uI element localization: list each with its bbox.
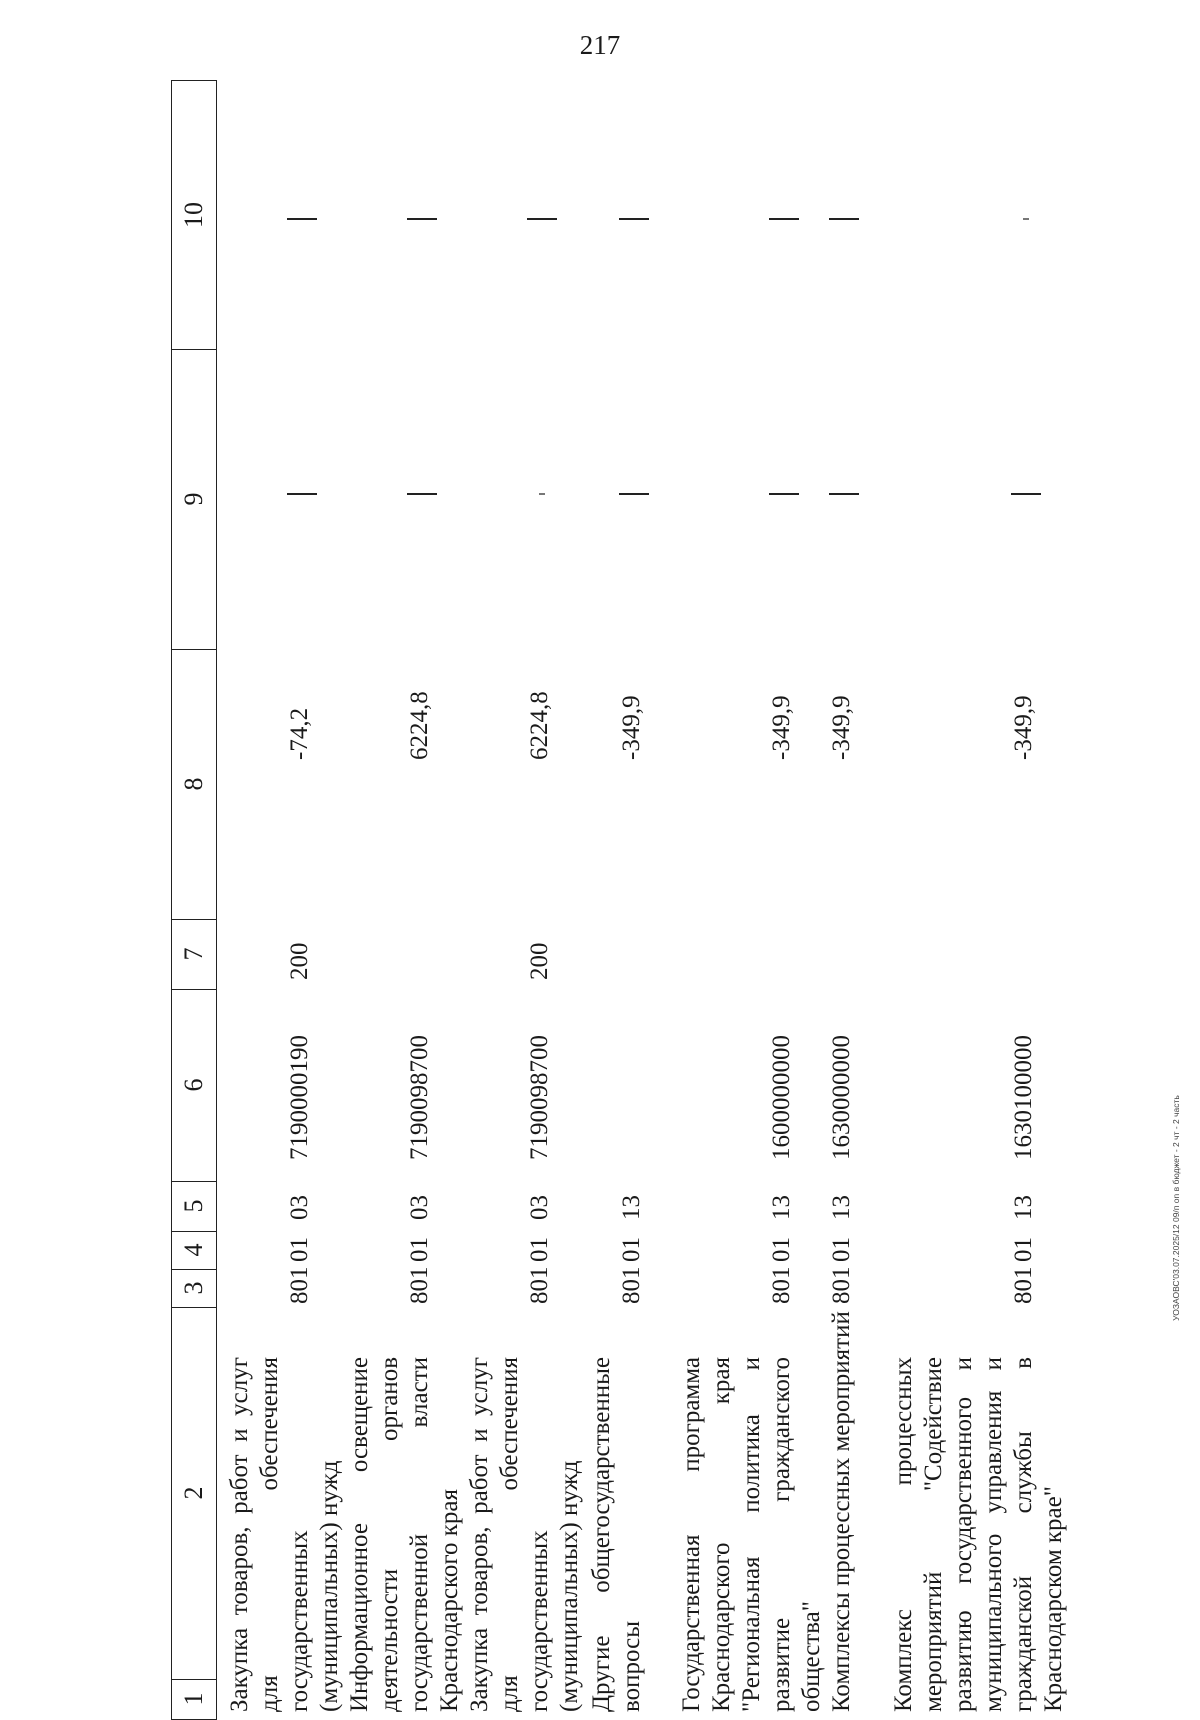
mark-col10 — [1023, 218, 1029, 220]
table-row — [587, 80, 657, 1720]
dash-col9 — [1011, 493, 1041, 495]
header-col-1: 1 — [171, 1679, 217, 1720]
cell-col5: 03 — [406, 1195, 433, 1220]
footer-stamp: УОЗАОВС'03.07.2025/12 09/п on в бюджет - 2 чт - 2 часть — [1171, 1095, 1181, 1321]
cell-col3: 801 — [618, 1266, 645, 1304]
table-row — [465, 80, 583, 1720]
cell-col7: 200 — [286, 942, 313, 980]
cell-col4: 01 — [526, 1237, 553, 1262]
cell-col3: 801 — [406, 1266, 433, 1304]
table-row — [677, 80, 825, 1720]
header-col-6: 6 — [171, 989, 217, 1182]
header-col-7: 7 — [171, 919, 217, 990]
page-number: 217 — [579, 30, 621, 60]
cell-col4: 01 — [618, 1237, 645, 1262]
row-name: Закупка товаров, работ и услуг для обеспечения государственных (муниципальных) нужд — [226, 1357, 343, 1712]
dash-col9 — [829, 493, 859, 495]
cell-col4: 01 — [286, 1237, 313, 1262]
cell-col5: 03 — [286, 1195, 313, 1220]
header-col-10: 10 — [171, 80, 217, 350]
dash-col10 — [619, 218, 649, 220]
dash-col10 — [829, 218, 859, 220]
cell-col3: 801 — [1010, 1266, 1037, 1304]
cell-col5: 13 — [768, 1195, 795, 1220]
dash-col10 — [769, 218, 799, 220]
cell-col6: 7190098700 — [526, 1035, 553, 1160]
table-row — [225, 80, 343, 1720]
header-col-4: 4 — [171, 1231, 217, 1270]
dash-col9 — [619, 493, 649, 495]
cell-col4: 01 — [768, 1237, 795, 1262]
row-name: Информационное освещение деятельности органов государственной власти Краснодарского края — [346, 1357, 463, 1712]
cell-col8: -349,9 — [1010, 695, 1037, 760]
cell-col4: 01 — [1010, 1237, 1037, 1262]
cell-col8: -349,9 — [768, 695, 795, 760]
cell-col8: 6224,8 — [406, 691, 433, 760]
row-name: Государственная программа Краснодарского края "Региональная политика и развитие гражданского общества" — [678, 1357, 825, 1712]
cell-col6: 1600000000 — [768, 1035, 795, 1160]
row-name: Закупка товаров, работ и услуг для обеспечения государственных (муниципальных) нужд — [466, 1357, 583, 1712]
table-row — [889, 80, 1067, 1720]
cell-col5: 03 — [526, 1195, 553, 1220]
cell-col3: 801 — [286, 1266, 313, 1304]
row-name: Комплекс процессных мероприятий "Содействие развитию государственного и муниципального управления и гражданской службы в Краснодарском крае" — [890, 1357, 1067, 1712]
header-col-3: 3 — [171, 1269, 217, 1308]
header-col-5: 5 — [171, 1181, 217, 1232]
row-name: Другие общегосударственные вопросы — [588, 1357, 645, 1712]
table-row — [827, 80, 867, 1720]
cell-col5: 13 — [618, 1195, 645, 1220]
rotated-table — [171, 80, 1181, 1720]
header-col-8: 8 — [171, 649, 217, 920]
dash-col10 — [287, 218, 317, 220]
cell-col8: -74,2 — [286, 707, 313, 760]
cell-col3: 801 — [828, 1266, 855, 1304]
cell-col8: -349,9 — [618, 695, 645, 760]
mark-col9 — [539, 493, 545, 495]
dash-col9 — [287, 493, 317, 495]
table-header — [171, 80, 217, 1720]
cell-col3: 801 — [526, 1266, 553, 1304]
table-row — [345, 80, 463, 1720]
dash-col10 — [527, 218, 557, 220]
cell-col4: 01 — [828, 1237, 855, 1262]
cell-col6: 7190098700 — [406, 1035, 433, 1160]
header-col-2: 2 — [171, 1307, 217, 1680]
cell-col4: 01 — [406, 1237, 433, 1262]
cell-col7: 200 — [526, 942, 553, 980]
dash-col9 — [407, 493, 437, 495]
cell-col5: 13 — [828, 1195, 855, 1220]
cell-col6: 7190000190 — [286, 1035, 313, 1160]
cell-col6: 1630000000 — [828, 1035, 855, 1160]
cell-col8: 6224,8 — [526, 691, 553, 760]
dash-col10 — [407, 218, 437, 220]
cell-col8: -349,9 — [828, 695, 855, 760]
cell-col6: 1630100000 — [1010, 1035, 1037, 1160]
row-name: Комплексы процессных мероприятий — [828, 1311, 855, 1712]
cell-col3: 801 — [768, 1266, 795, 1304]
cell-col5: 13 — [1010, 1195, 1037, 1220]
dash-col9 — [769, 493, 799, 495]
header-col-9: 9 — [171, 349, 217, 650]
